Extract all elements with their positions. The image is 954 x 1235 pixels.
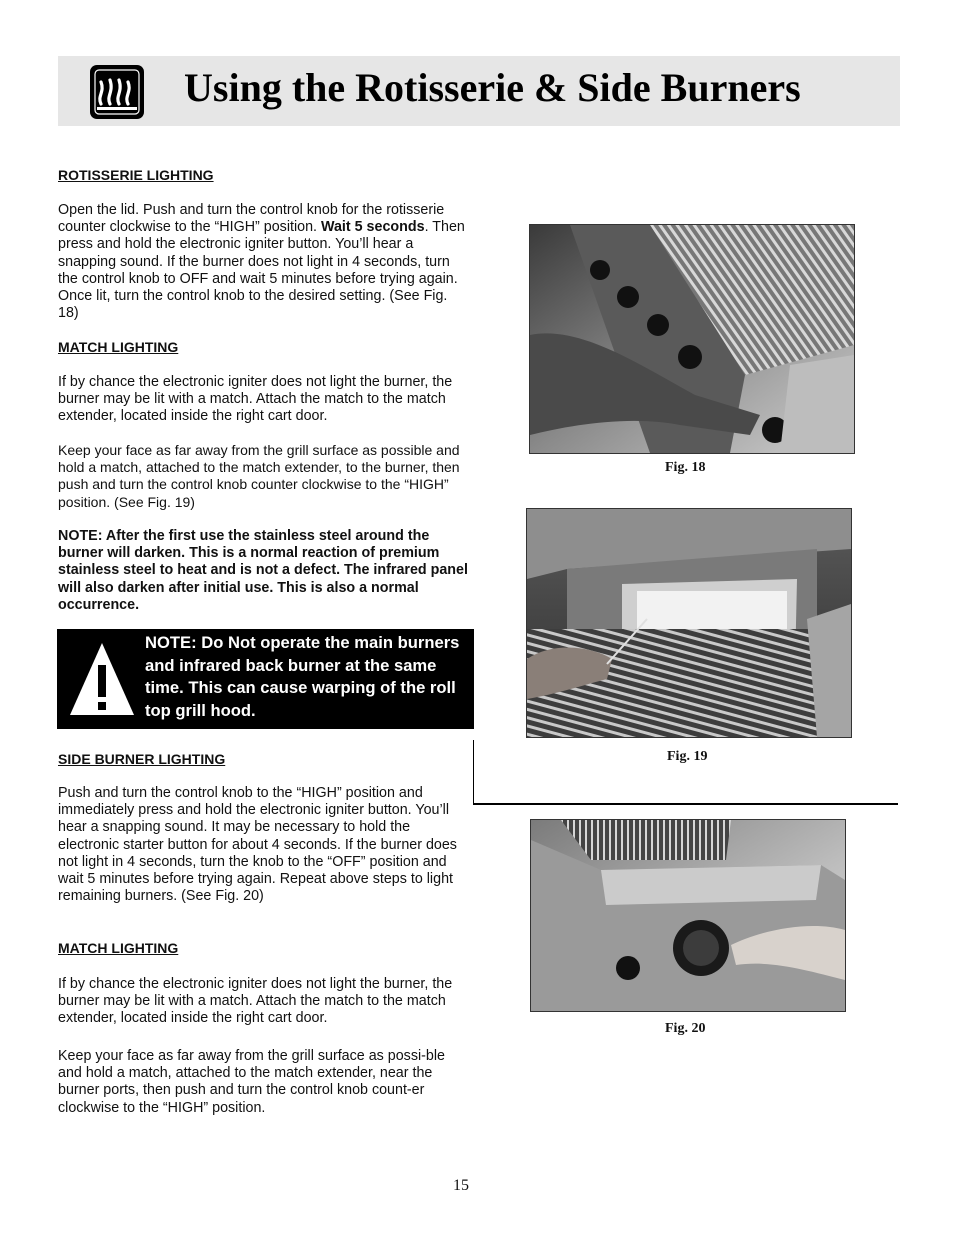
section-title-rotisserie-lighting: ROTISSERIE LIGHTING (58, 167, 214, 183)
exclamation-triangle-icon (67, 639, 137, 719)
warning-box (57, 629, 474, 729)
match-lighting-paragraph-2: Keep your face as far away from the grill surface as possible and hold a match, attached to the match extender, to the burner, then push and turn the control knob counter clockwise to the “HIGH” position. (See Fig. 19) (58, 442, 460, 510)
page-header (58, 56, 900, 126)
side-burner-instructions: Push and turn the control knob to the “HIGH” position and immediately press and hold the electronic igniter button. You’ll hear a snapping sound. It may be necessary to hold the electronic starter button for about 4 seconds. If the burner does not light in 4 seconds, turn the knob to the “OFF” position and wait 5 minutes before trying again. Repeat above steps to light remaining burners. (See Fig. 20) (58, 785, 457, 905)
figure-19-photo (526, 508, 852, 738)
match-lighting-2-paragraph-2: Keep your face as far away from the grill surface as possi-ble and hold a match, attached to the match extender, near the burner ports, then push and turn the control knob count-er clockwise to the “HIGH” position. (58, 1048, 445, 1116)
page-title: Using the Rotisserie & Side Burners (184, 65, 801, 110)
stainless-steel-note: NOTE: After the first use the stainless steel around the burner will darken. This is a normal reaction of premium stainless steel to heat and is not a defect. The infrared panel will also darken after initial use. This is also a normal occurrence. (58, 528, 468, 613)
divider-horizontal (473, 803, 898, 805)
figure-19-caption: Fig. 19 (667, 749, 708, 764)
section-title-match-lighting-2: MATCH LIGHTING (58, 940, 179, 956)
figure-18-caption: Fig. 18 (665, 460, 706, 475)
rotisserie-text-2: . Then press and hold the electronic igniter button. You’ll hear a snapping sound. If the burner does not light in 4 seconds, turn the control knob to OFF and wait 5 minutes before trying again. Once lit, turn the control knob to the desired setting. (See Fig. 18) (58, 219, 465, 322)
figure-18-photo (529, 224, 855, 454)
warning-text: NOTE: Do Not operate the main burners and infrared back burner at the same time. This can cause warping of the roll top grill hood. (145, 633, 460, 720)
figure-20-photo (530, 819, 846, 1012)
rotisserie-instructions (58, 202, 472, 322)
page-number: 15 (453, 1177, 469, 1194)
section-title-match-lighting: MATCH LIGHTING (58, 339, 179, 355)
match-lighting-paragraph-1: If by chance the electronic igniter does not light the burner, the burner may be lit with a match. Attach the match to the match extender, located inside the right cart door. (58, 374, 453, 425)
match-lighting-2-paragraph-1: If by chance the electronic igniter does not light the burner, the burner may be lit with a match. Attach the match to the match extender, located inside the right cart door. (58, 976, 453, 1027)
rotisserie-text-1: Open the lid. Push and turn the control knob for the rotisserie counter clockwise to the “HIGH” position. (58, 202, 445, 236)
rotisserie-wait-emphasis: Wait 5 seconds (321, 219, 425, 236)
figure-20-caption: Fig. 20 (665, 1021, 706, 1036)
divider-vertical (473, 740, 474, 803)
section-title-side-burner-lighting: SIDE BURNER LIGHTING (58, 751, 226, 767)
burner-flames-icon (89, 64, 145, 120)
